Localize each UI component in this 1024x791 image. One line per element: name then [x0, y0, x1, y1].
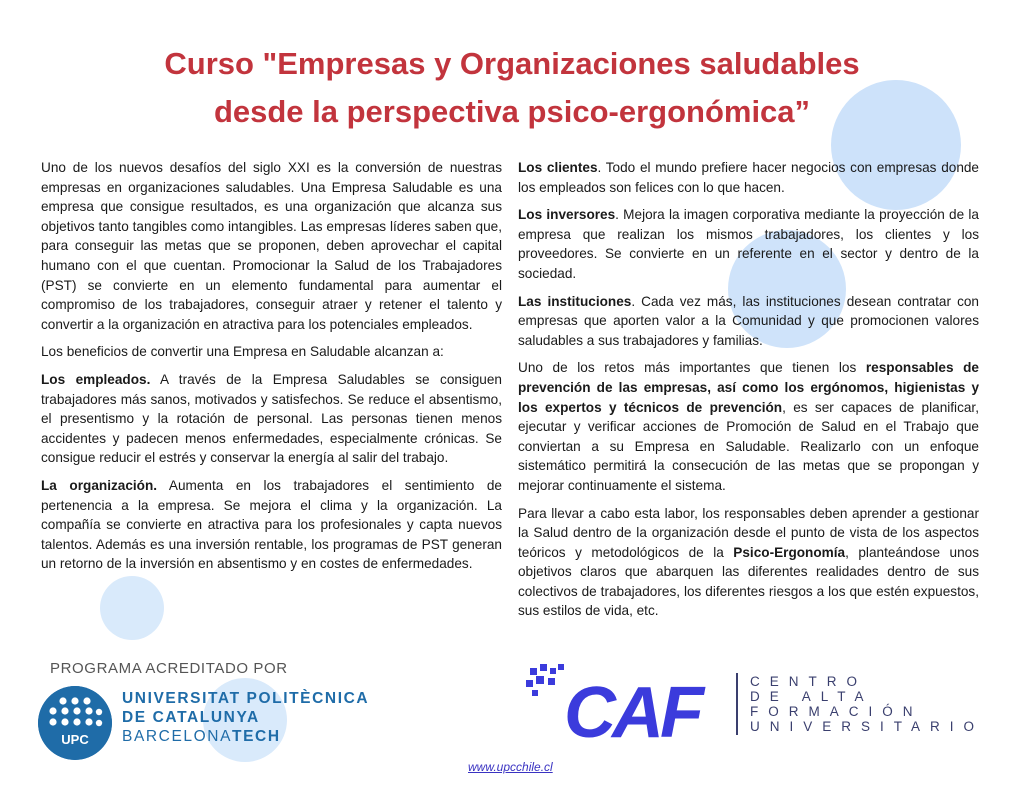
benefit-clients — [518, 158, 979, 197]
upc-name-line-3 — [122, 727, 369, 746]
title-line-1: Curso "Empresas y Organizaciones saludables — [164, 46, 860, 81]
benefit-employees — [41, 370, 502, 468]
caf-tagline — [750, 674, 984, 734]
upc-logo — [38, 686, 112, 760]
benefit-institutions — [518, 292, 979, 351]
benefits-intro: Los beneficios de convertir una Empresa en Saludable alcanzan a: — [41, 344, 444, 360]
left-column — [41, 158, 502, 582]
benefit-investors — [518, 205, 979, 283]
paragraph-emphasis: Psico-Ergonomía — [733, 544, 846, 560]
caf-line-2: DE ALTA — [750, 689, 874, 704]
upc-name-line-2: DE CATALUNYA — [122, 709, 260, 726]
benefit-heading: Las instituciones — [518, 293, 632, 309]
intro-paragraph: Uno de los nuevos desafíos del siglo XXI es la conversión de nuestras empresas en organizaciones saludables. Una Empresa Saludable es una empresa que consigue resultados, es una organización que alcanza sus objetivos tanto tangibles como intangibles. Las empresas líderes saben que, para conseguir las metas que se proponen, deben aprovechar el capital humano con el que cuentan. Promocionar la Salud de los Trabajadores (PST) se convierte en un elemento fundamental para aumentar el compromiso de los trabajadores, conseguir atraer y retener el talento y convertir a la organización en atractiva para los potenciales empleados. — [41, 160, 502, 332]
upc-tech: TECH — [232, 728, 281, 745]
paragraph-emphasis: responsables de prevención de las empresas, así como los ergónomos, higienistas y los expertos y técnicos de prevención — [518, 360, 979, 415]
upc-wordmark — [122, 689, 369, 746]
benefit-organization — [41, 476, 502, 574]
benefit-text: A través de la Empresa Saludables se consiguen trabajadores más sanos, motivados y satisfechos. Se reduce el absentismo, el presentismo y la rotación de personal. Las personas tienen menos accidentes y padecen menos enfermedades, especialmente crónicas. Se consigue reducir el estrés y conservar la energía al salir del trabajo. — [41, 371, 502, 466]
upc-city: BARCELONA — [122, 728, 233, 745]
benefit-text: . Cada vez más, las instituciones desean contratar con empresas que aporten valor a la Comunidad y que promocionen valores saludables a sus trabajadores y familias. — [518, 293, 979, 348]
challenge-paragraph — [518, 358, 979, 495]
paragraph-text: Para llevar a cabo esta labor, los responsables deben aprender a gestionar la Salud dentro de la organización desde el punto de vista de los aspectos teóricos y metodológicos de la — [518, 505, 979, 560]
upc-name-line-1: UNIVERSITAT POLITÈCNICA — [122, 690, 370, 707]
accredited-by-label: PROGRAMA ACREDITADO POR — [50, 660, 288, 677]
benefit-heading: La organización. — [41, 477, 158, 493]
website-link[interactable]: www.upcchile.cl — [468, 760, 553, 774]
title-line-2: desde la perspectiva psico-ergonómica” — [213, 94, 811, 129]
upc-badge-text: UPC — [61, 732, 89, 747]
closing-paragraph — [518, 504, 979, 622]
benefit-heading: Los empleados. — [41, 371, 151, 387]
caf-line-4: UNIVERSITARIO — [750, 719, 985, 734]
caf-line-1: CENTRO — [750, 674, 867, 689]
caf-wordmark: CAF — [564, 673, 700, 746]
benefit-heading: Los inversores — [518, 207, 616, 223]
benefit-text: . Todo el mundo prefiere hacer negocios con empresas donde los empleados son felices con lo que hacen. — [518, 160, 979, 195]
benefit-text: . Mejora la imagen corporativa mediante la proyección de la empresa que realizan los mismos trabajadores, los clientes y los proveedores. Se convierte en un referente en el sector y dentro de la sociedad. — [518, 207, 979, 281]
paragraph-text: , planteándose unos objetivos claros que abarquen las diferentes realidades dentro de sus colectivos de trabajadores, los diferentes riesgos a los que estén expuestos, sus estilos de vida, etc. — [518, 544, 979, 619]
benefit-text: Aumenta en los trabajadores el sentimiento de pertenencia a la empresa. Se mejora el clima y la organización. La compañía se convierte en atractiva para los profesionales y capta nuevos talentos. Además es una inversión rentable, los programas de PST generan un retorno de la inversión en absentismo y en costes de enfermedades. — [41, 477, 502, 572]
benefit-heading: Los clientes — [518, 160, 598, 175]
paragraph-text: , es ser capaces de planificar, ejecutar y verificar acciones de Promoción de Salud en el Trabajo que conviertan a su Empresa en Saludable. Realizarlo con un enfoque sistemático permitirá la consecución de las metas que se propongan y mejorar continuamente el sistema. — [518, 399, 979, 493]
caf-line-3: FORMACIÓN — [750, 704, 923, 719]
decorative-circle — [100, 576, 164, 640]
page-title — [0, 40, 1024, 136]
right-column — [518, 158, 979, 629]
caf-logo — [526, 660, 732, 746]
caf-divider — [736, 673, 738, 735]
paragraph-text: Uno de los retos más importantes que tienen los — [518, 360, 866, 376]
